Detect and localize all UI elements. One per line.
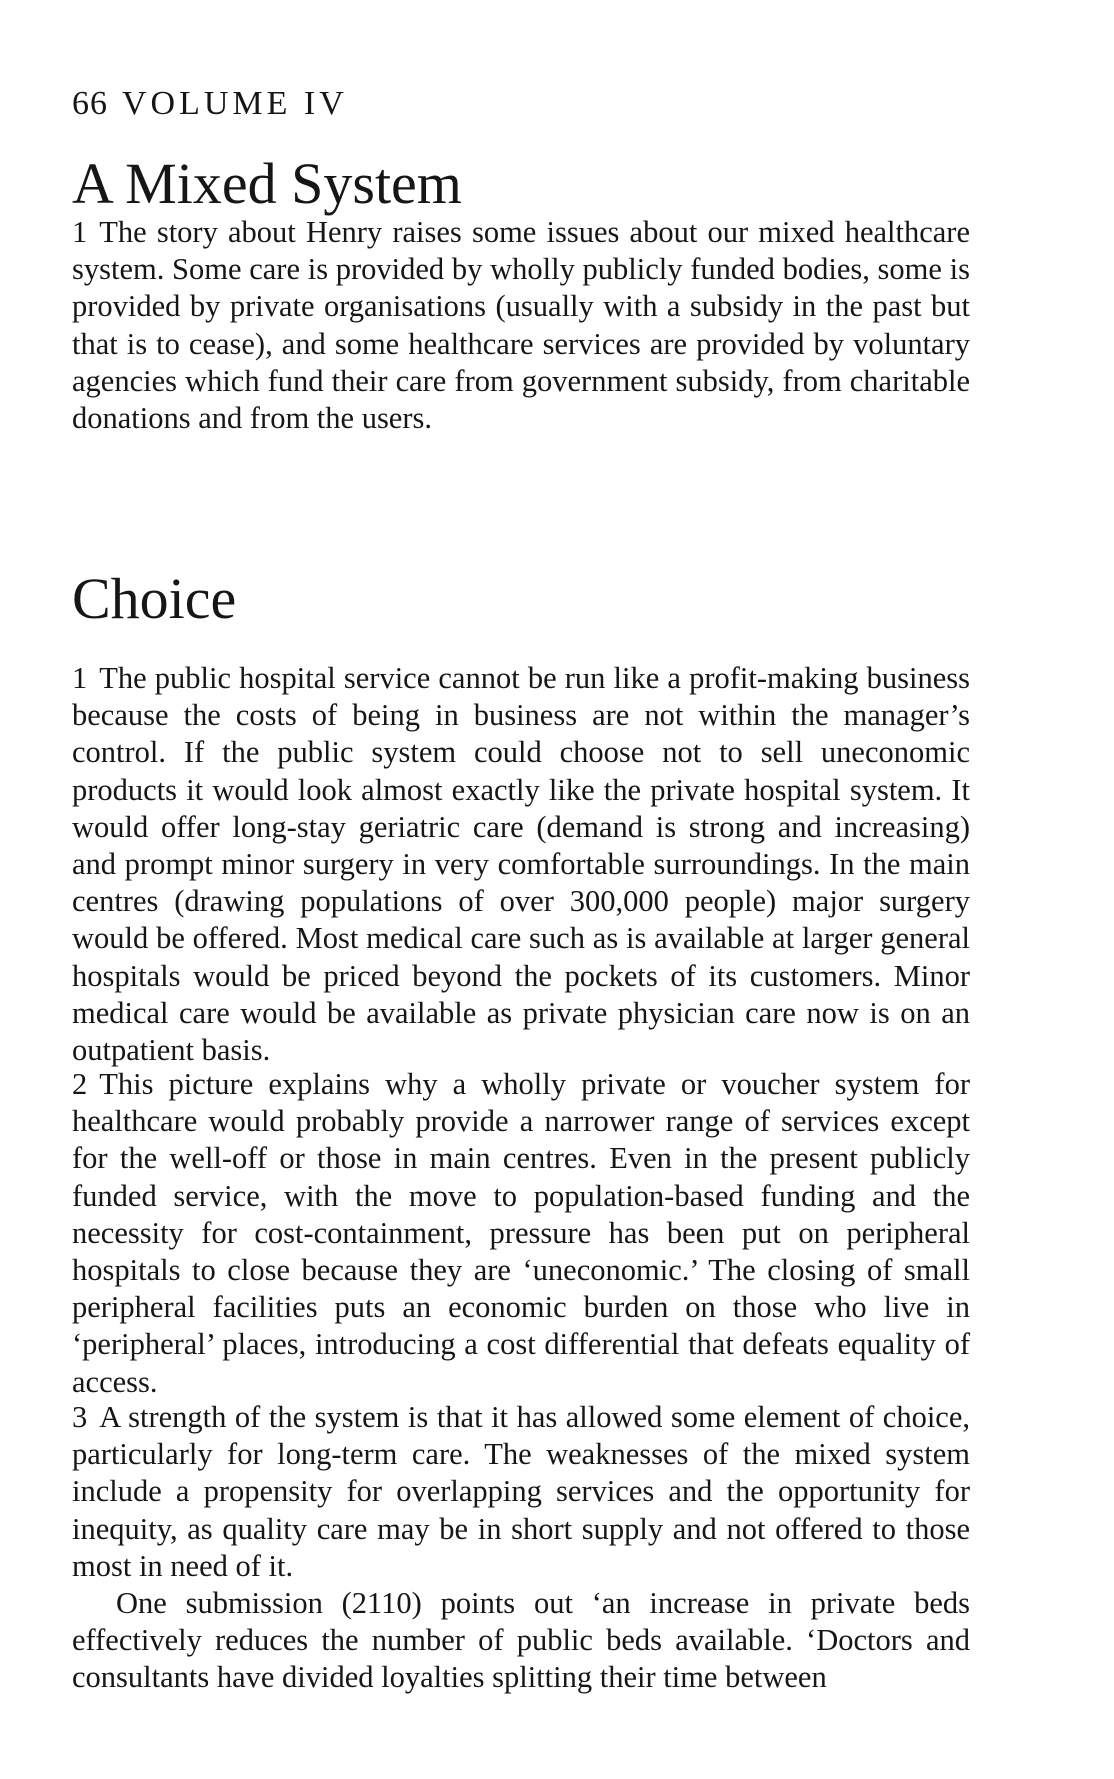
page-number: 66 [72,85,108,122]
paragraph-number: 3 [72,1400,88,1434]
paragraph-number: 2 [72,1067,88,1101]
paragraph-text: The story about Henry raises some issues about our mixed healthcare system. Some care is provided by wholly publicly funded bodies, some is provided by private organisations (usually with a subsidy in the past but that is to cease), and some healthcare services are provided by voluntary agencies which fund their care from government subsidy, from charitable donations and from the users. [72,215,970,436]
choice-paragraph-1 [72,660,970,1069]
section-heading-choice: Choice [72,566,237,631]
choice-paragraph-3 [72,1399,970,1585]
mixed-system-paragraph-1 [72,214,970,437]
choice-paragraph-continued [72,1585,970,1697]
section-heading-mixed-system: A Mixed System [72,151,462,216]
volume-label: VOLUME IV [122,85,348,122]
paragraph-number: 1 [72,215,88,249]
running-head [72,84,348,124]
paragraph-number: 1 [72,661,88,695]
paragraph-text: This picture explains why a wholly private or voucher system for healthcare would probably provide a narrower range of services except for the well-off or those in main centres. Even in the present publicly funded service, with the move to population-based funding and the necessity for cost-containment, pressure has been put on peripheral hospitals to close because they are ‘uneconomic.’ The closing of small peripheral facilities puts an economic burden on those who live in ‘peripheral’ places, introducing a cost differential that defeats equality of access. [72,1067,970,1399]
paragraph-text: A strength of the system is that it has allowed some element of choice, particularly for long-term care. The weaknesses of the mixed system include a propensity for overlapping services and the opportunity for inequity, as quality care may be in short supply and not offered to those most in need of it. [72,1400,970,1583]
paragraph-text: The public hospital service cannot be run like a profit-making business because the costs of being in business are not within the manager’s control. If the public system could choose not to sell uneconomic products it would look almost exactly like the private hospital system. It would offer long-stay geriatric care (demand is strong and increasing) and prompt minor surgery in very comfortable surroundings. In the main centres (drawing populations of over 300,000 people) major surgery would be offered. Most medical care such as is available at larger general hospitals would be priced beyond the pockets of its customers. Minor medical care would be available as private physician care now is on an outpatient basis. [72,661,970,1068]
paragraph-text: One submission (2110) points out ‘an increase in private beds effectively reduces the number of public beds available. ‘Doctors and consultants have divided loyalties splitting their time between [72,1586,970,1695]
choice-paragraph-2 [72,1066,970,1401]
